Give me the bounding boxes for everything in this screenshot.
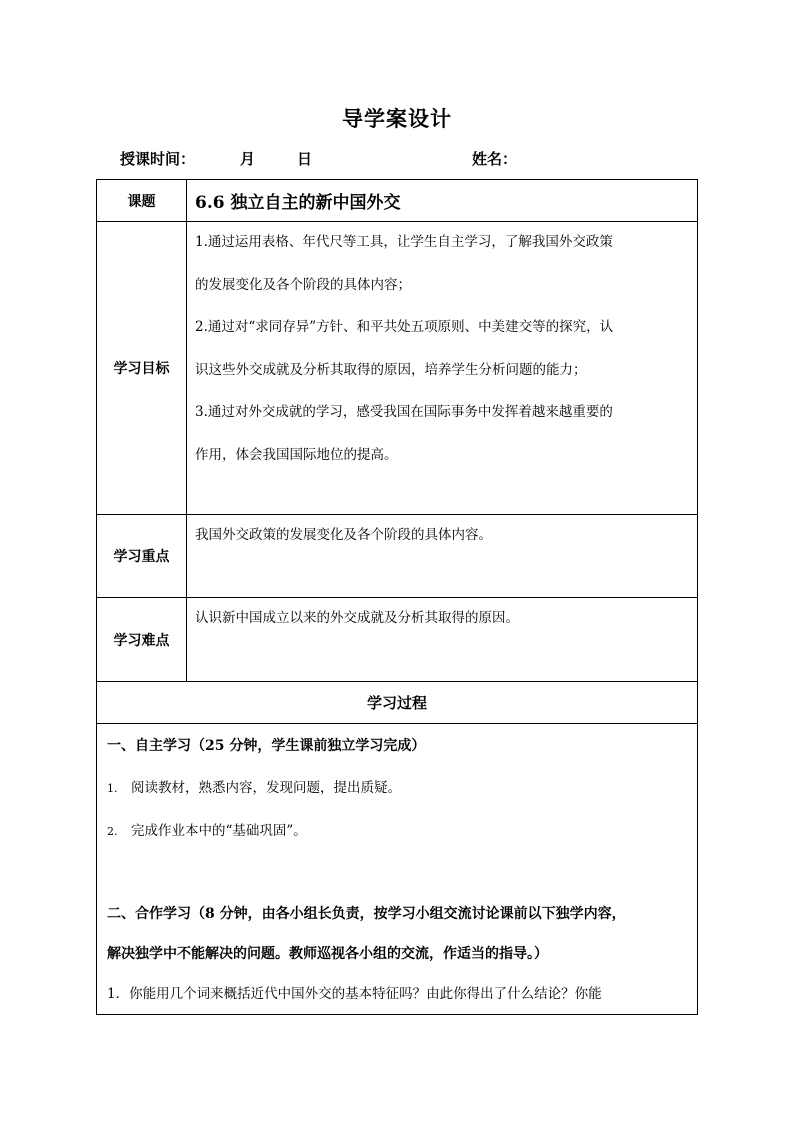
topic-value: 6.6 独立自主的新中国外交 xyxy=(187,180,698,222)
header-info xyxy=(0,148,794,170)
process-heading-row xyxy=(97,682,698,724)
teaching-time-label: 授课时间： xyxy=(120,150,196,168)
process-content xyxy=(97,724,698,1015)
month-label: 月 xyxy=(240,150,256,168)
section-2-item: 1．你能用几个词来概括近代中国外交的基本特征吗？由此你得出了什么结论？你能 xyxy=(107,986,602,1002)
objectives-label: 学习目标 xyxy=(97,222,187,515)
list-item-number: 1. xyxy=(107,782,118,795)
lesson-plan-table xyxy=(96,179,698,1015)
objective-line: 3.通过对外交成就的学习，感受我国在国际事务中发挥着越来越重要的 xyxy=(195,404,613,421)
section-1-heading: 一、自主学习（25 分钟，学生课前独立学习完成） xyxy=(107,738,426,754)
list-item-text: 阅读教材，熟悉内容，发现问题，提出质疑。 xyxy=(131,780,401,796)
topic-label: 课题 xyxy=(97,180,187,222)
objectives-content xyxy=(187,222,698,515)
section-2-heading-line: 解决独学中不能解决的问题。教师巡视各小组的交流，作适当的指导。） xyxy=(107,946,548,962)
day-label: 日 xyxy=(297,150,313,168)
objective-line: 1.通过运用表格、年代尺等工具，让学生自主学习，了解我国外交政策 xyxy=(195,234,613,250)
difficulties-row xyxy=(97,598,698,682)
objective-line: 2.通过对“求同存异”方针、和平共处五项原则、中美建交等的探究，认 xyxy=(195,319,614,336)
name-label: 姓名： xyxy=(472,150,518,168)
difficulties-label: 学习难点 xyxy=(97,598,187,682)
list-item xyxy=(107,778,687,799)
process-content-row xyxy=(97,724,698,1015)
document-title: 导学案设计 xyxy=(342,106,452,131)
key-points-row xyxy=(97,515,698,598)
difficulties-value: 认识新中国成立以来的外交成就及分析其取得的原因。 xyxy=(187,598,698,682)
key-points-value: 我国外交政策的发展变化及各个阶段的具体内容。 xyxy=(187,515,698,598)
list-item-number: 2. xyxy=(107,825,118,838)
objective-line: 的发展变化及各个阶段的具体内容； xyxy=(195,276,411,293)
section-2-heading-line: 二、合作学习（8 分钟，由各小组长负责，按学习小组交流讨论课前以下独学内容， xyxy=(107,906,626,922)
objective-line: 识这些外交成就及分析其取得的原因，培养学生分析问题的能力； xyxy=(195,361,587,378)
process-heading: 学习过程 xyxy=(97,682,698,724)
topic-row xyxy=(97,180,698,222)
objective-line: 作用，体会我国国际地位的提高。 xyxy=(195,446,398,463)
objectives-row xyxy=(97,222,698,515)
key-points-label: 学习重点 xyxy=(97,515,187,598)
list-item-text: 完成作业本中的“基础巩固”。 xyxy=(131,823,307,839)
list-item xyxy=(107,821,687,842)
